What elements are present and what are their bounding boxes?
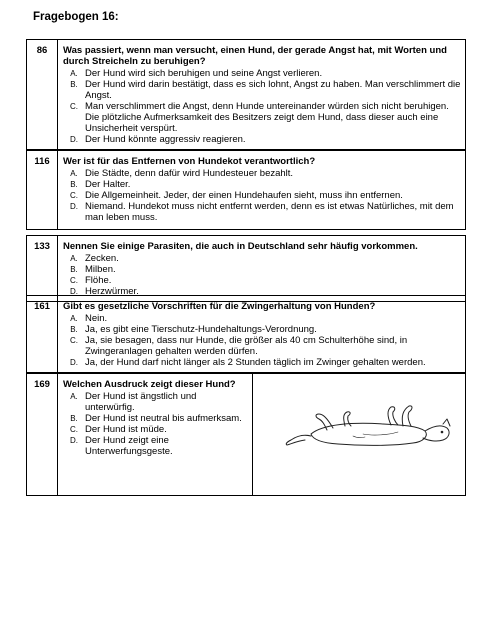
answer-letter: A. bbox=[70, 254, 78, 263]
answer-option-b[interactable] bbox=[63, 324, 461, 335]
answer-text: Ja, es gibt eine Tierschutz-Hundehaltungs-Verordnung. bbox=[85, 324, 317, 335]
answer-letter: D. bbox=[70, 287, 78, 296]
question-number: 116 bbox=[27, 151, 58, 230]
answer-option-a[interactable] bbox=[63, 253, 461, 264]
answer-option-a[interactable] bbox=[63, 168, 461, 179]
answer-option-b[interactable] bbox=[63, 264, 461, 275]
question-block-169 bbox=[26, 373, 466, 496]
answer-letter: B. bbox=[70, 414, 78, 423]
answer-letter: B. bbox=[70, 265, 78, 274]
answer-option-a[interactable] bbox=[63, 391, 248, 413]
answer-letter: B. bbox=[70, 325, 78, 334]
answer-letter: C. bbox=[70, 425, 78, 434]
question-number: 86 bbox=[27, 40, 58, 150]
answer-text: Der Hund ist müde. bbox=[85, 424, 167, 435]
answer-text: Ja, sie besagen, dass nur Hunde, die größer als 40 cm Schulterhöhe sind, in Zwingeranlagen gehalten werden dürfen. bbox=[85, 335, 408, 357]
answer-text: Man verschlimmert die Angst, denn Hunde untereinander würden sich nicht beruhigen. Die plötzliche Aufmerksamkeit des Besitzers zeigt dem Hund, dass dieser auch eine Unsicherheit verspürt. bbox=[85, 101, 449, 134]
answer-option-b[interactable] bbox=[63, 179, 461, 190]
answer-letter: D. bbox=[70, 202, 78, 211]
question-number: 169 bbox=[27, 374, 58, 496]
answer-text: Der Hund zeigt eine Unterwerfungsgeste. bbox=[85, 435, 173, 457]
question-text: Welchen Ausdruck zeigt dieser Hund? bbox=[63, 379, 236, 390]
answer-letter: A. bbox=[70, 392, 78, 401]
question-block-161 bbox=[26, 295, 466, 373]
answer-text: Der Hund wird darin bestätigt, dass es sich lohnt, Angst zu haben. Man verschlimmert die Angst. bbox=[85, 79, 461, 101]
answer-letter: A. bbox=[70, 69, 78, 78]
answer-text: Niemand. Hundekot muss nicht entfernt werden, denn es ist etwas Natürliches, mit dem man leben muss. bbox=[85, 201, 454, 223]
question-text: Nennen Sie einige Parasiten, die auch in Deutschland sehr häufig vorkommen. bbox=[63, 241, 418, 252]
answer-text: Herzwürmer. bbox=[85, 286, 139, 297]
answer-option-c[interactable] bbox=[63, 424, 248, 435]
answer-text: Der Hund ist neutral bis aufmerksam. bbox=[85, 413, 242, 424]
answer-text: Der Halter. bbox=[85, 179, 131, 190]
answer-letter: C. bbox=[70, 276, 78, 285]
answer-letter: C. bbox=[70, 102, 78, 111]
answer-option-d[interactable] bbox=[63, 201, 461, 223]
answer-letter: B. bbox=[70, 80, 78, 89]
question-text: Wer ist für das Entfernen von Hundekot verantwortlich? bbox=[63, 156, 316, 167]
question-text: Was passiert, wenn man versucht, einen Hund, der gerade Angst hat, mit Worten und durch Streicheln zu beruhigen? bbox=[63, 45, 447, 67]
answer-text: Die Städte, denn dafür wird Hundesteuer bezahlt. bbox=[85, 168, 294, 179]
answer-text: Die Allgemeinheit. Jeder, der einen Hundehaufen sieht, muss ihn entfernen. bbox=[85, 190, 403, 201]
answer-letter: D. bbox=[70, 135, 78, 144]
answer-option-c[interactable] bbox=[63, 190, 461, 201]
answer-option-c[interactable] bbox=[63, 335, 461, 357]
question-block-86 bbox=[26, 39, 466, 150]
answer-letter: C. bbox=[70, 191, 78, 200]
question-number: 133 bbox=[27, 236, 58, 302]
answer-letter: C. bbox=[70, 336, 78, 345]
answer-letter: D. bbox=[70, 358, 78, 367]
answer-option-d[interactable] bbox=[63, 435, 248, 457]
dog-illustration-cell bbox=[253, 374, 466, 496]
answer-option-d[interactable] bbox=[63, 134, 461, 145]
dog-lying-on-back-illustration bbox=[253, 374, 465, 492]
answer-text: Der Hund könnte aggressiv reagieren. bbox=[85, 134, 246, 145]
page-title: Fragebogen 16: bbox=[33, 11, 119, 23]
answer-text: Ja, der Hund darf nicht länger als 2 Stunden täglich im Zwinger gehalten werden. bbox=[85, 357, 426, 368]
answer-option-c[interactable] bbox=[63, 275, 461, 286]
answer-option-b[interactable] bbox=[63, 413, 248, 424]
answer-option-d[interactable] bbox=[63, 357, 461, 368]
answer-option-b[interactable] bbox=[63, 79, 461, 101]
answer-option-c[interactable] bbox=[63, 101, 461, 134]
answer-option-a[interactable] bbox=[63, 68, 461, 79]
answer-letter: B. bbox=[70, 180, 78, 189]
question-block-133 bbox=[26, 235, 466, 302]
answer-letter: A. bbox=[70, 314, 78, 323]
answer-text: Der Hund ist ängstlich und unterwürfig. bbox=[85, 391, 197, 413]
answer-text: Milben. bbox=[85, 264, 116, 275]
question-block-116 bbox=[26, 150, 466, 230]
question-number: 161 bbox=[27, 296, 58, 373]
answer-text: Zecken. bbox=[85, 253, 119, 264]
answer-text: Nein. bbox=[85, 313, 108, 324]
answer-text: Flöhe. bbox=[85, 275, 112, 286]
answer-letter: A. bbox=[70, 169, 78, 178]
answer-option-a[interactable] bbox=[63, 313, 461, 324]
answer-letter: D. bbox=[70, 436, 78, 445]
answer-text: Der Hund wird sich beruhigen und seine Angst verlieren. bbox=[85, 68, 323, 79]
question-text: Gibt es gesetzliche Vorschriften für die Zwingerhaltung von Hunden? bbox=[63, 301, 376, 312]
